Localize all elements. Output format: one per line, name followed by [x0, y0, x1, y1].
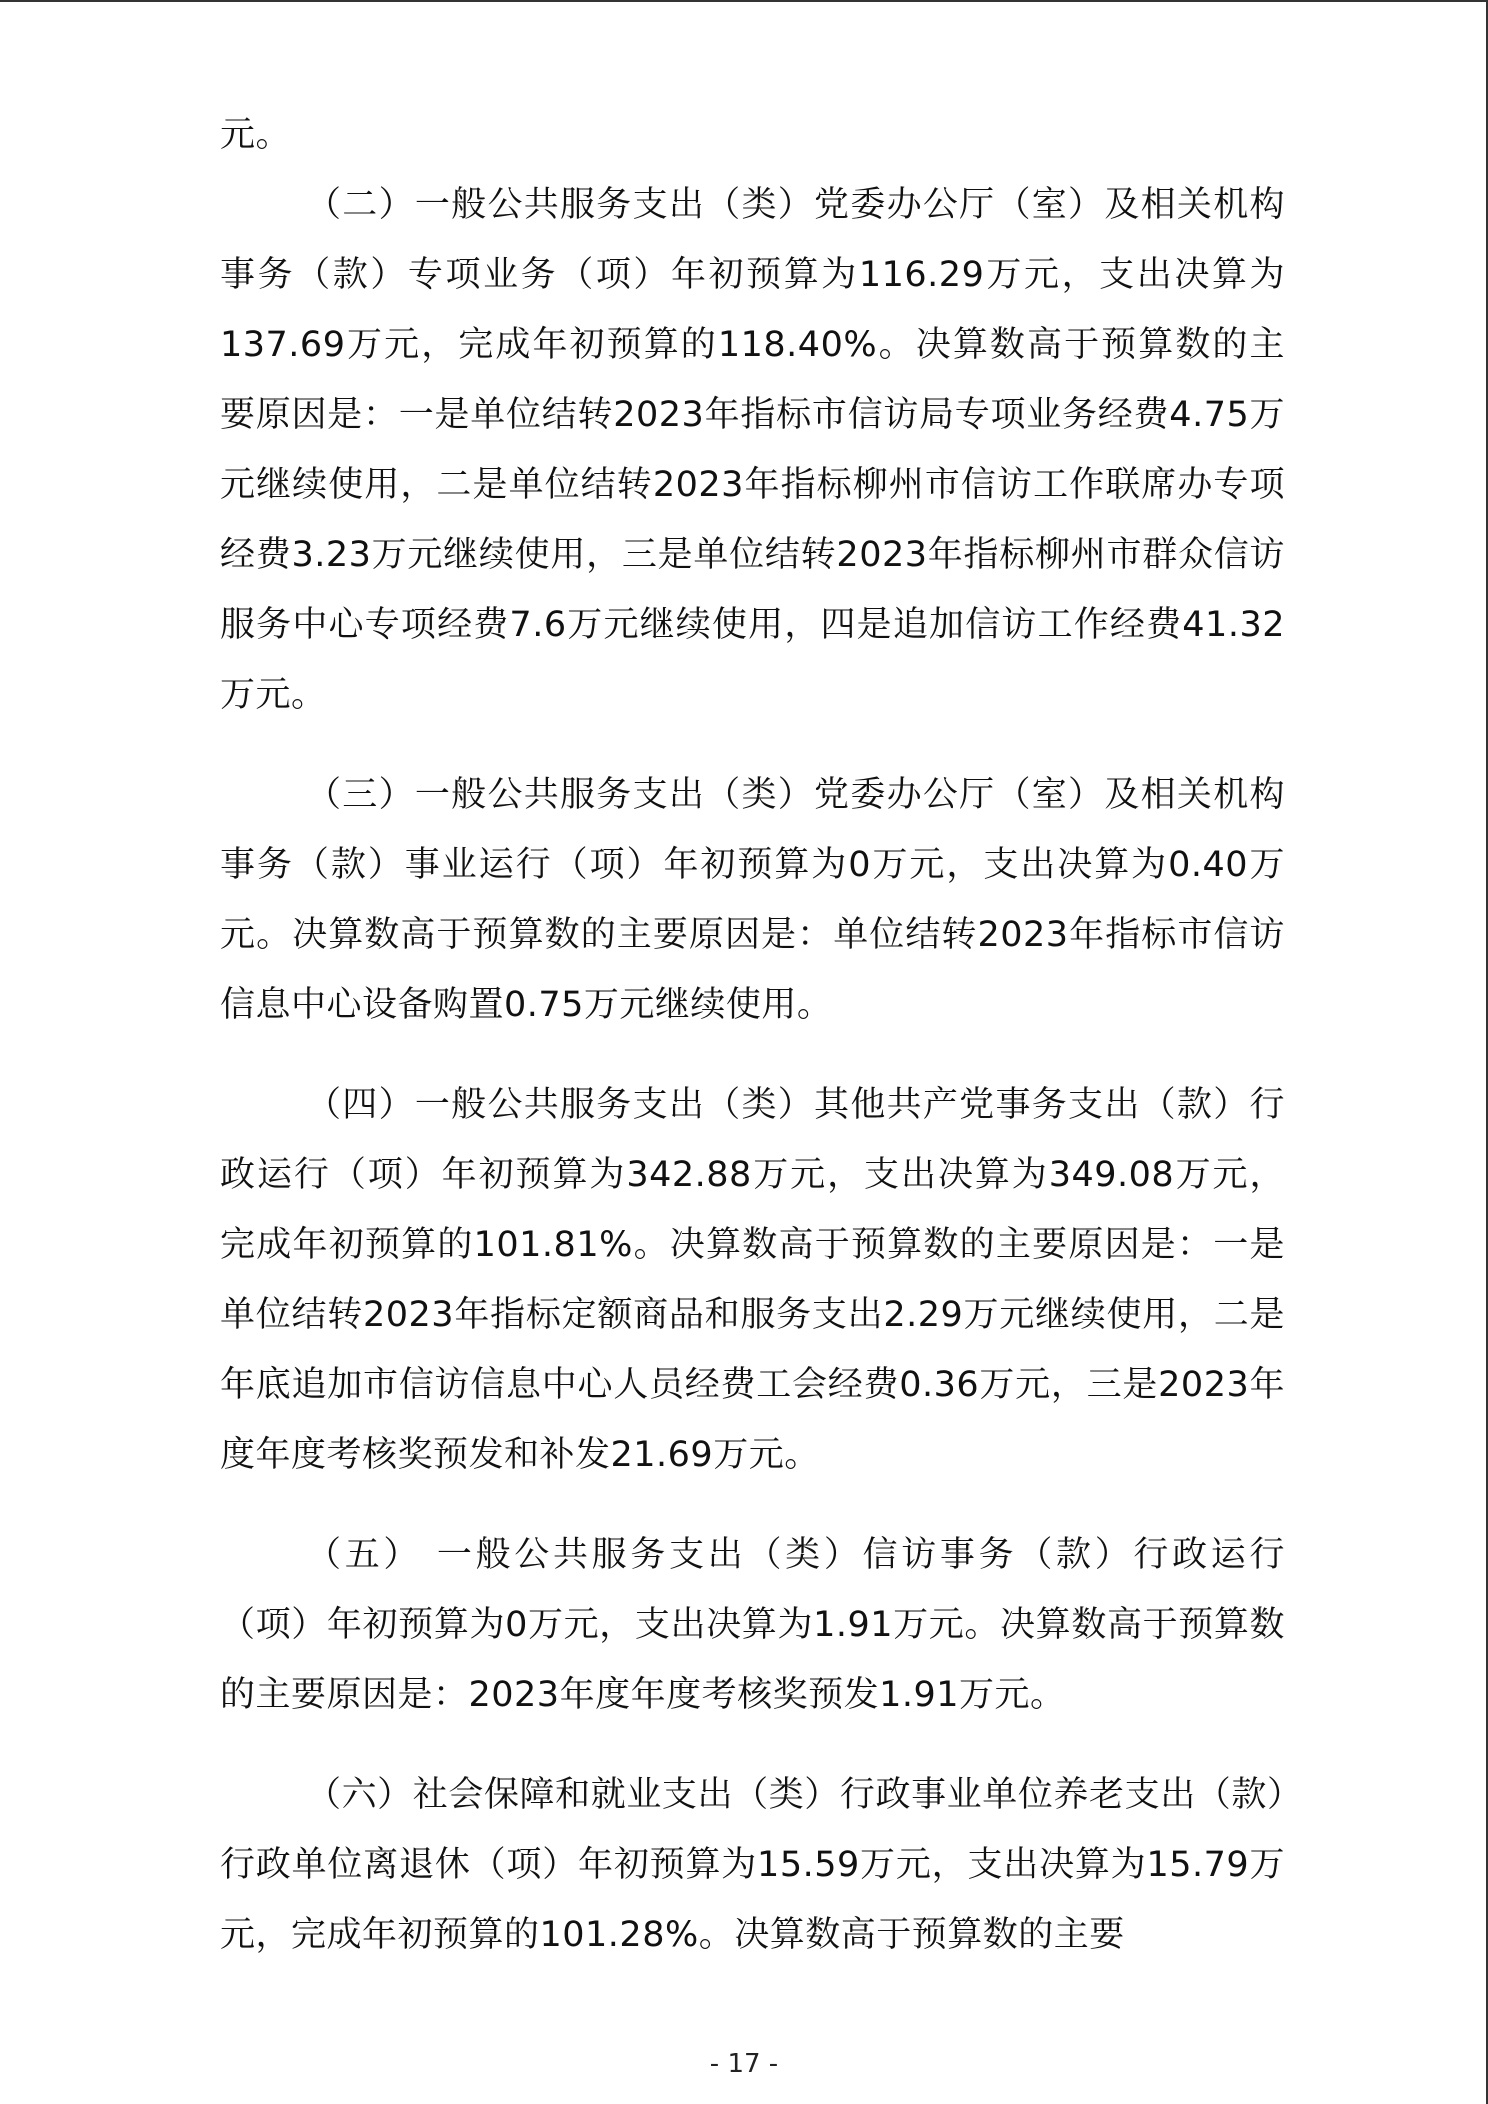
paragraph-item-4: （四）一般公共服务支出（类）其他共产党事务支出（款）行政运行（项）年初预算为342.88万元，支出决算为349.08万元，完成年初预算的101.81%。决算数高于预算数的主要原因是：一是单位结转2023年指标定额商品和服务支出2.29万元继续使用，二是年底追加市信访信息中心人员经费工会经费0.36万元，三是2023年度年度考核奖预发和补发21.69万元。 — [220, 1085, 1285, 1475]
paragraph-item-6: （六）社会保障和就业支出（类）行政事业单位养老支出（款）行政单位离退休（项）年初预算为15.59万元，支出决算为15.79万元，完成年初预算的101.28%。决算数高于预算数的主要 — [220, 1775, 1285, 1955]
paragraph-item-5: （五） 一般公共服务支出（类）信访事务（款）行政运行（项）年初预算为0万元，支出决算为1.91万元。决算数高于预算数的主要原因是：2023年度年度考核奖预发1.91万元。 — [220, 1535, 1285, 1715]
paragraph-item-2: （二）一般公共服务支出（类）党委办公厅（室）及相关机构事务（款）专项业务（项）年初预算为116.29万元，支出决算为137.69万元，完成年初预算的118.40%。决算数高于预算数的主要原因是：一是单位结转2023年指标市信访局专项业务经费4.75万元继续使用，二是单位结转2023年指标柳州市信访工作联席办专项经费3.23万元继续使用，三是单位结转2023年指标柳州市群众信访服务中心专项经费7.6万元继续使用，四是追加信访工作经费41.32万元。 — [220, 185, 1285, 715]
paragraph-item-3: （三）一般公共服务支出（类）党委办公厅（室）及相关机构事务（款）事业运行（项）年初预算为0万元，支出决算为0.40万元。决算数高于预算数的主要原因是：单位结转2023年指标市信访信息中心设备购置0.75万元继续使用。 — [220, 775, 1285, 1025]
page-number: - 17 - — [709, 2049, 779, 2079]
document-body — [220, 100, 1285, 1970]
paragraph-continuation: 元。 — [220, 115, 292, 155]
